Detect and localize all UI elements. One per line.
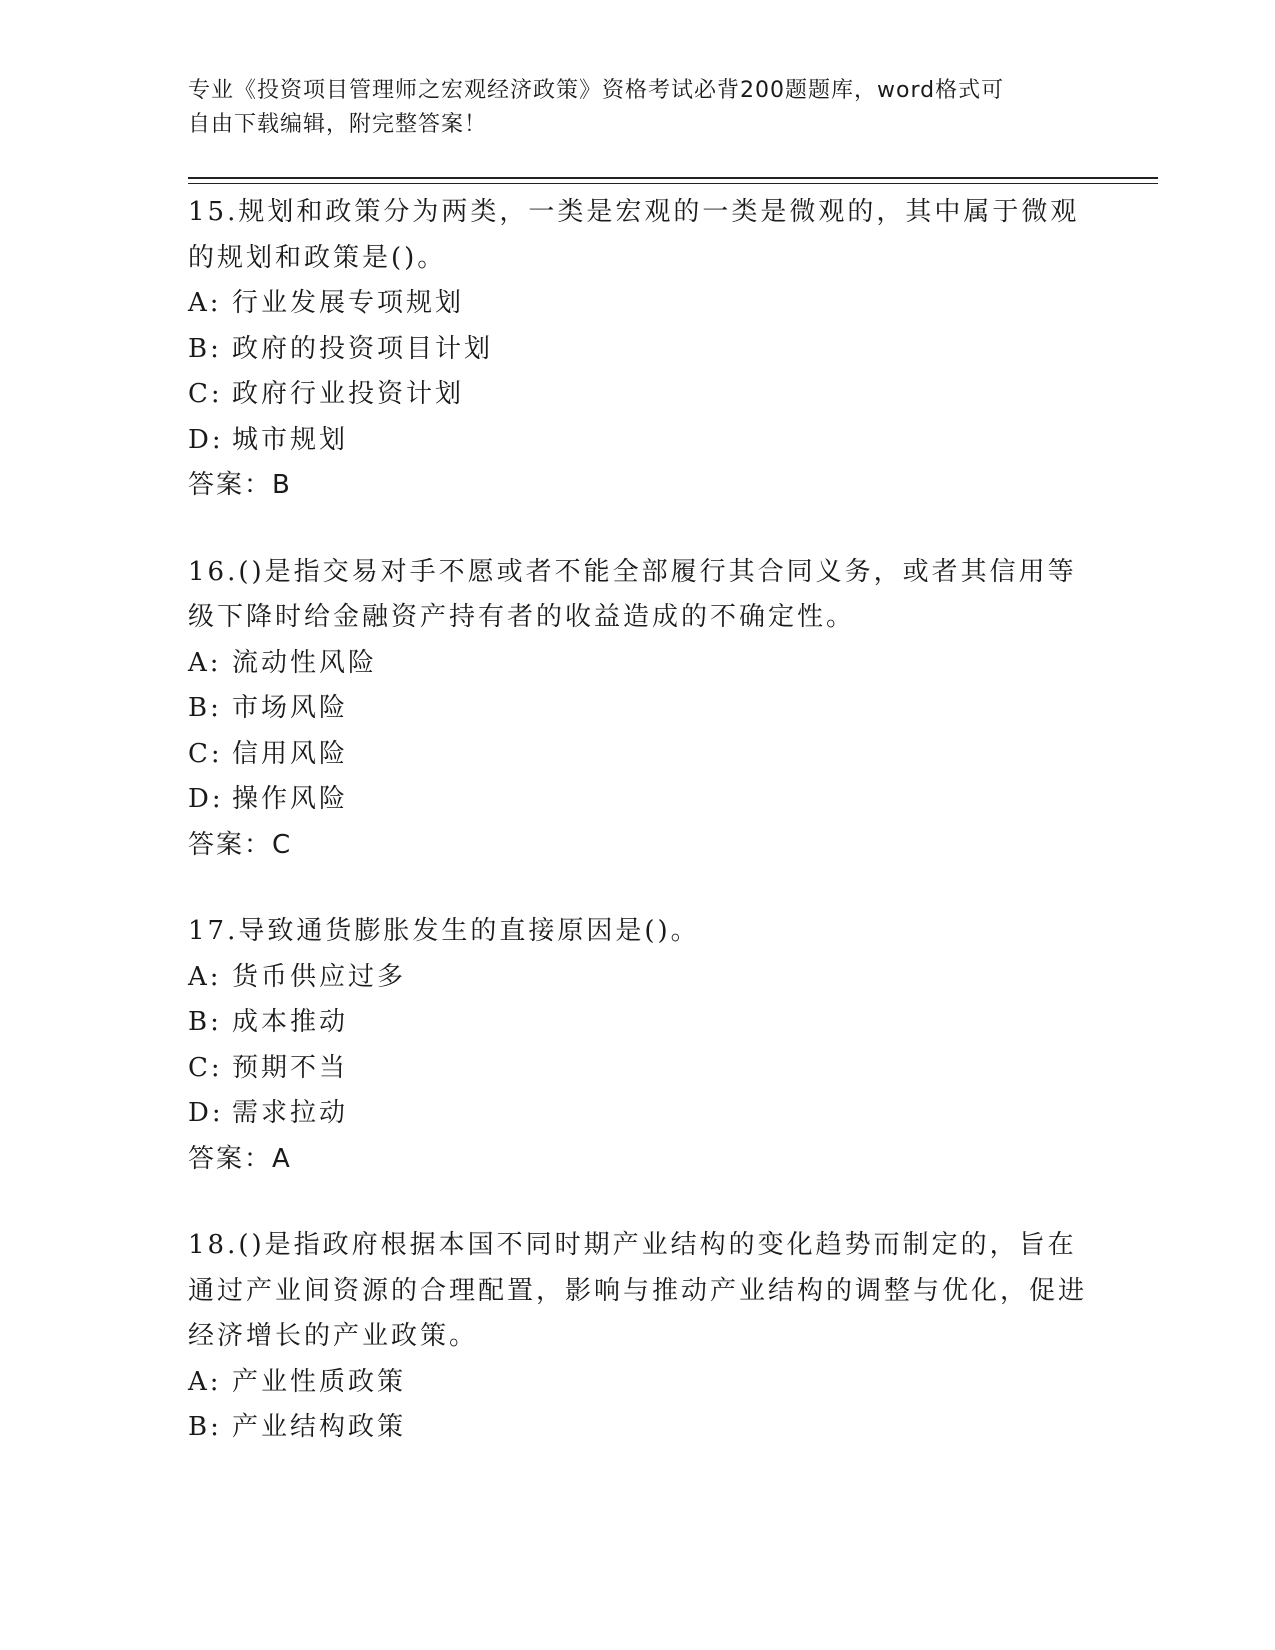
answer-line: 答案：B [188,470,292,500]
option-letter: B: [188,693,222,723]
question-stem: 16.()是指交易对手不愿或者不能全部履行其合同义务，或者其信用等级下降时给金融资产持有者的收益造成的不确定性。 [188,556,1077,632]
option-letter: B: [188,1412,222,1442]
option-text: 流动性风险 [232,647,378,678]
option-d [188,1091,1088,1137]
option-text: 操作风险 [232,784,349,814]
question-stem: 15.规划和政策分为两类，一类是宏观的一类是微观的，其中属于微观的规划和政策是()。 [188,197,1080,273]
question-stem: 18.()是指政府根据本国不同时期产业结构的变化趋势而制定的，旨在通过产业间资源的合理配置，影响与推动产业结构的调整与优化，促进经济增长的产业政策。 [188,1230,1088,1351]
option-text: 货币供应过多 [232,961,407,992]
option-letter: C: [188,738,223,769]
option-letter: B: [188,333,222,364]
option-a [188,955,1088,1001]
option-a [188,281,1088,327]
option-letter: A: [188,961,222,992]
question-list [188,190,1088,1492]
option-letter: A: [188,288,222,318]
option-letter: A: [188,647,222,678]
option-letter: D: [188,784,224,814]
header-divider-thick [188,177,1158,179]
question-stem: 17.导致通货膨胀发生的直接原因是()。 [188,916,700,946]
option-text: 政府的投资项目计划 [232,333,494,364]
option-text: 行业发展专项规划 [232,288,465,318]
option-letter: B: [188,1007,222,1037]
option-c [188,732,1088,778]
option-d [188,777,1088,823]
option-text: 政府行业投资计划 [232,379,465,409]
question-17 [188,909,1088,1182]
option-c [188,372,1088,418]
option-letter: C: [188,379,223,409]
question-15 [188,190,1088,509]
option-d [188,418,1088,464]
option-c [188,1046,1088,1092]
option-b [188,686,1088,732]
option-text: 信用风险 [232,738,349,769]
option-text: 产业结构政策 [232,1412,407,1442]
option-letter: D: [188,424,224,455]
option-text: 预期不当 [232,1052,349,1083]
option-text: 产业性质政策 [232,1366,407,1397]
option-letter: A: [188,1366,222,1397]
option-b [188,1405,1088,1451]
document-header: 专业《投资项目管理师之宏观经济政策》资格考试必背200题题库，word格式可 自由下载编辑，附完整答案！ [188,78,1005,137]
option-text: 城市规划 [232,424,349,455]
option-text: 市场风险 [232,693,349,723]
option-text: 需求拉动 [232,1098,349,1128]
option-text: 成本推动 [232,1007,349,1037]
header-divider-thin [188,183,1158,184]
answer-line: 答案：C [188,829,293,860]
option-a [188,641,1088,687]
option-a [188,1360,1088,1406]
option-b [188,1000,1088,1046]
answer-line: 答案：A [188,1143,292,1174]
question-16 [188,550,1088,869]
option-b [188,327,1088,373]
option-letter: C: [188,1052,223,1083]
question-18 [188,1223,1088,1451]
option-letter: D: [188,1098,224,1128]
